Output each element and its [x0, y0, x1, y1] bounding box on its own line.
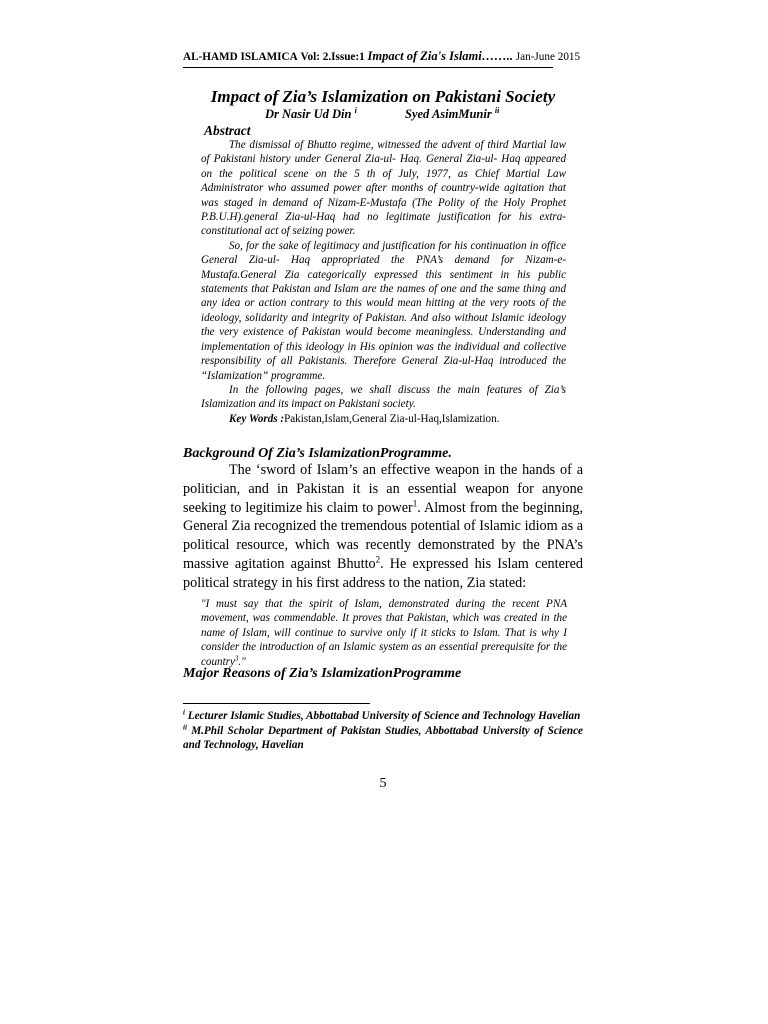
header-rule: [183, 67, 553, 68]
footnote-2-text: M.Phil Scholar Department of Pakistan Studies, Abbottabad University of Science and Technology, Havelian: [183, 724, 584, 752]
keywords-label: Key Words :: [229, 412, 285, 425]
author-2: [405, 106, 499, 122]
article-short-title: Impact of Zia's Islami……..: [367, 49, 513, 63]
footnote-2-mark: ii: [183, 722, 187, 731]
footnote-ref-3: 3: [234, 653, 239, 662]
footnote-ref-1: 1: [412, 497, 418, 508]
footnote-1-text: Lecturer Islamic Studies, Abbottabad University of Science and Technology Havelian: [187, 710, 581, 722]
author-2-name: Syed AsimMunir: [405, 107, 492, 122]
abstract-paragraph: The dismissal of Bhutto regime, witnessed the advent of third Martial law of Pakistani history under General Zia-ul- Haq. General Zia-ul- Haq appeared on the political scene on the 5 th of July, 1977, as Chief Martial Law Administrator who assumed power after months of country-wide agitation that was staged in demand of Nizam-E-Mustafa (The Polity of the Holy Prophet P.B.U.H).general Zia-ul-Haq had no legitimate justification for his extra-constitutional act of seizing power.: [201, 139, 566, 238]
abstract-paragraph: In the following pages, we shall discuss the main features of Zia’s Islamization and its impact on Pakistani society.: [201, 383, 566, 411]
page-number: 5: [379, 776, 387, 791]
keywords: [201, 412, 566, 426]
quote-end: .": [238, 655, 246, 668]
abstract-paragraph: So, for the sake of legitimacy and justification for his continuation in office General Zia-ul- Haq appropriated the PNA’s demand for Nizam-e-Mustafa.General Zia categorically expressed this sentiment in his public statements that Pakistan and Islam are the names of one and the same thing and any idea or action contrary to this would mean hitting at the very roots of the ideology, solidarity and integrity of Pakistan. And also without Islamic ideology the very existence of Pakistan would become meaningless. Understanding and implementation of this ideology in His opinion was the individual and collective responsibility of all Pakistanis. Therefore General Zia-ul-Haq introduced the “Islamization” programme.: [201, 239, 566, 382]
body-text-3: . He expressed his Islam centered political strategy in his first address to the nation, Zia stated:: [183, 555, 583, 591]
quote-text: "I must say that the spirit of Islam, demonstrated during the recent PNA movement, was commendable. It proves that Pakistan, which was created in the name of Islam, will continue to survive only if it sticks to Islam. That is why I consider the introduction of an Islamic system as an essential prerequisite for the country: [201, 598, 567, 668]
footnote-separator: [183, 703, 370, 704]
author-1: [265, 106, 357, 122]
abstract-heading: Abstract: [204, 123, 251, 138]
issue-date: Jan-June 2015: [515, 51, 581, 63]
abstract-body: [201, 138, 566, 426]
footnote-ref-2: 2: [375, 554, 381, 565]
body-text-2: . Almost from the beginning, General Zia recognized the tremendous potential of Islamic idiom as a political resource, which was recently demonstrated by the PNA’s massive agitation against Bhutto: [183, 499, 583, 572]
footnote-2: [183, 724, 583, 753]
section-heading-major-reasons: Major Reasons of Zia’s IslamizationProgramme: [183, 666, 462, 681]
author-1-mark: i: [354, 106, 357, 115]
body-paragraph: [183, 461, 583, 593]
section-heading-background: Background Of Zia’s IslamizationProgramme.: [183, 446, 452, 461]
journal-volume: Vol: 2.Issue:1: [300, 51, 365, 63]
footnote-1: [183, 709, 583, 724]
journal-name: AL-HAMD ISLAMICA: [183, 51, 298, 63]
body-text-1: The ‘sword of Islam’s an effective weapon in the hands of a politician, and in Pakistan it is an essential weapon for anyone seeking to legitimize his claim to power: [183, 462, 583, 516]
author-2-mark: ii: [494, 106, 500, 115]
running-header: [183, 49, 581, 64]
footnotes: [183, 709, 583, 753]
footnote-1-mark: i: [183, 708, 185, 717]
keywords-list: Pakistan,Islam,General Zia-ul-Haq,Islamization.: [284, 412, 500, 425]
author-1-name: Dr Nasir Ud Din: [265, 107, 352, 122]
block-quote: [201, 597, 567, 669]
article-title: Impact of Zia’s Islamization on Pakistani Society: [210, 87, 556, 106]
